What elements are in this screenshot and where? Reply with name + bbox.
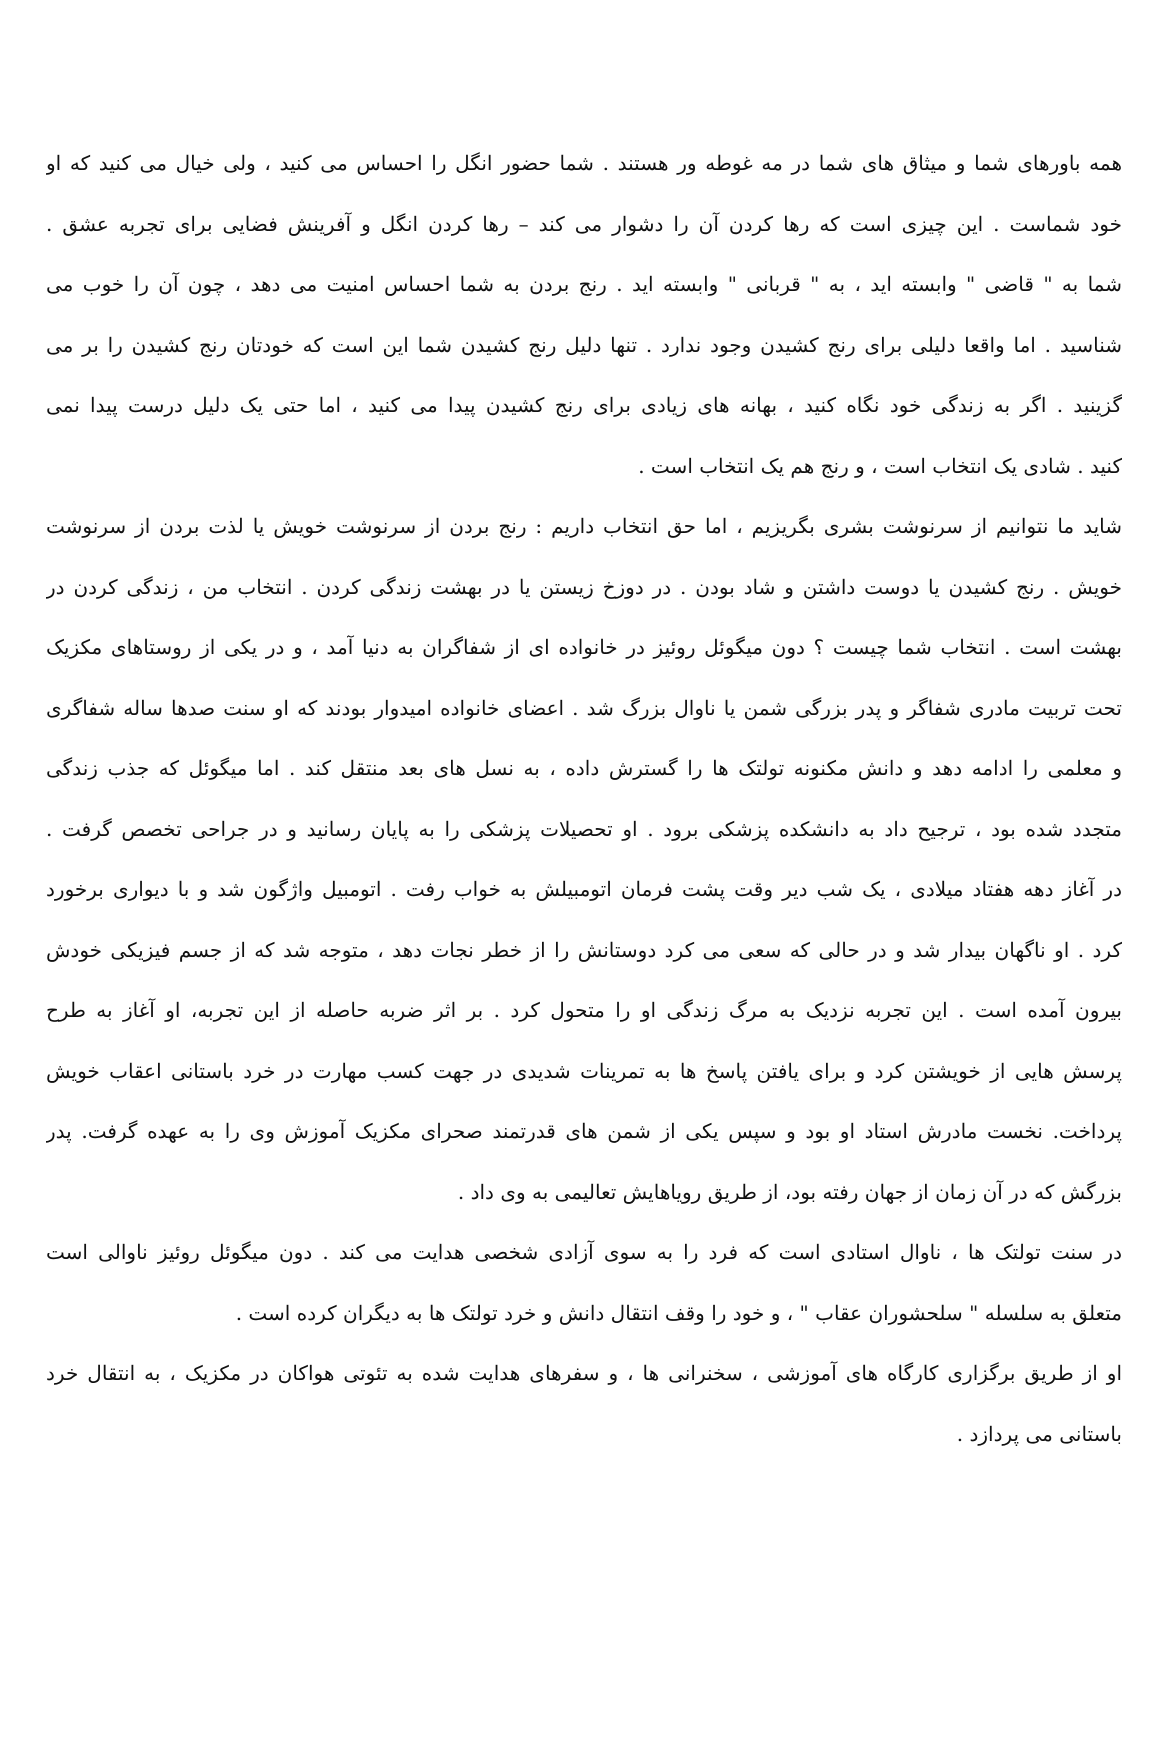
text-line: پرسش هایی از خویشتن کرد و برای یافتن پاسخ ها به تمرینات شدیدی در جهت کسب مهارت در خرد باستانی اعقاب خویش [46, 1058, 1122, 1083]
text-line: بهشت است . انتخاب شما چیست ؟ دون میگوئل روئیز در خانواده ای از شفاگران به دنیا آمد ، و در یکی از روستاهای مکزیک [46, 635, 1122, 659]
text-line: او از طریق برگزاری کارگاه های آموزشی ، سخنرانی ها ، و سفرهای هدایت شده به تئوتی هواکان در مکزیک ، به انتقال خرد [46, 1361, 1122, 1385]
text-line: متعلق به سلسله " سلحشوران عقاب " ، و خود را وقف انتقال دانش و خرد تولتک ها به دیگران کرده است . [235, 1300, 1122, 1325]
text-line: باستانی می پردازد . [956, 1421, 1122, 1446]
paragraph [46, 1229, 1122, 1350]
text-line: در آغاز دهه هفتاد میلادی ، یک شب دیر وقت پشت فرمان اتومبیلش به خواب رفت . اتومبیل واژگون شد و با دیواری برخورد [46, 877, 1122, 901]
paragraph [46, 140, 1122, 503]
text-line: و معلمی را ادامه دهد و دانش مکنونه تولتک ها را گسترش داده ، به نسل های بعد منتقل کند . اما میگوئل که جذب زندگی [46, 756, 1122, 780]
text-line: گزینید . اگر به زندگی خود نگاه کنید ، بهانه های زیادی برای رنج کشیدن پیدا می کنید ، اما حتی یک دلیل درست پیدا نمی [46, 393, 1122, 417]
text-line: بزرگش که در آن زمان از جهان رفته بود، از طریق رویاهایش تعالیمی به وی داد . [457, 1179, 1122, 1204]
text-line: شما به " قاضی " وابسته اید ، به " قربانی " وابسته اید . رنج بردن به شما احساس امنیت می دهد ، چون آن را خوب می [46, 272, 1122, 296]
text-line: متجدد شده بود ، ترجیح داد به دانشکده پزشکی برود . او تحصیلات پزشکی را به پایان رسانید و در جراحی تخصص گرفت . [46, 816, 1122, 841]
body-text [46, 140, 1122, 1471]
text-line: شناسید . اما واقعا دلیلی برای رنج کشیدن وجود ندارد . تنها دلیل رنج کشیدن شما این است که خودتان رنج کشیدن را بر می [46, 332, 1122, 357]
text-line: شاید ما نتوانیم از سرنوشت بشری بگریزیم ، اما حق انتخاب داریم : رنج بردن از سرنوشت خویش یا لذت بردن از سرنوشت [46, 514, 1122, 538]
text-line: کنید . شادی یک انتخاب است ، و رنج هم یک انتخاب است . [638, 453, 1122, 478]
text-line: پرداخت. نخست مادرش استاد او بود و سپس یکی از شمن های قدرتمند صحرای مکزیک آموزش وی را به عهده گرفت. پدر [46, 1119, 1122, 1143]
paragraph [46, 503, 1122, 1229]
paragraph [46, 1350, 1122, 1471]
text-line: همه باورهای شما و میثاق های شما در مه غوطه ور هستند . شما حضور انگل را احساس می کنید ، ولی خیال می کنید که او [46, 151, 1122, 175]
text-line: کرد . او ناگهان بیدار شد و در حالی که سعی می کرد دوستانش را از خطر نجات دهد ، متوجه شد که از جسم فیزیکی خودش [46, 937, 1122, 962]
text-line: بیرون آمده است . این تجربه نزدیک به مرگ زندگی او را متحول کرد . بر اثر ضربه حاصله از این تجربه، او آغاز به طرح [46, 998, 1122, 1022]
text-line: خویش . رنج کشیدن یا دوست داشتن و شاد بودن . در دوزخ زیستن یا در بهشت زندگی کردن . انتخاب من ، زندگی کردن در [46, 574, 1122, 599]
text-line: خود شماست . این چیزی است که رها کردن آن را دشوار می کند – رها کردن انگل و آفرینش فضایی برای تجربه عشق . [46, 211, 1122, 236]
text-line: در سنت تولتک ها ، ناوال استادی است که فرد را به سوی آزادی شخصی هدایت می کند . دون میگوئل روئیز ناوالی است [46, 1240, 1122, 1264]
text-line: تحت تربیت مادری شفاگر و پدر بزرگی شمن یا ناوال بزرگ شد . اعضای خانواده امیدوار بودند که او سنت صدها ساله شفاگری [46, 695, 1122, 720]
